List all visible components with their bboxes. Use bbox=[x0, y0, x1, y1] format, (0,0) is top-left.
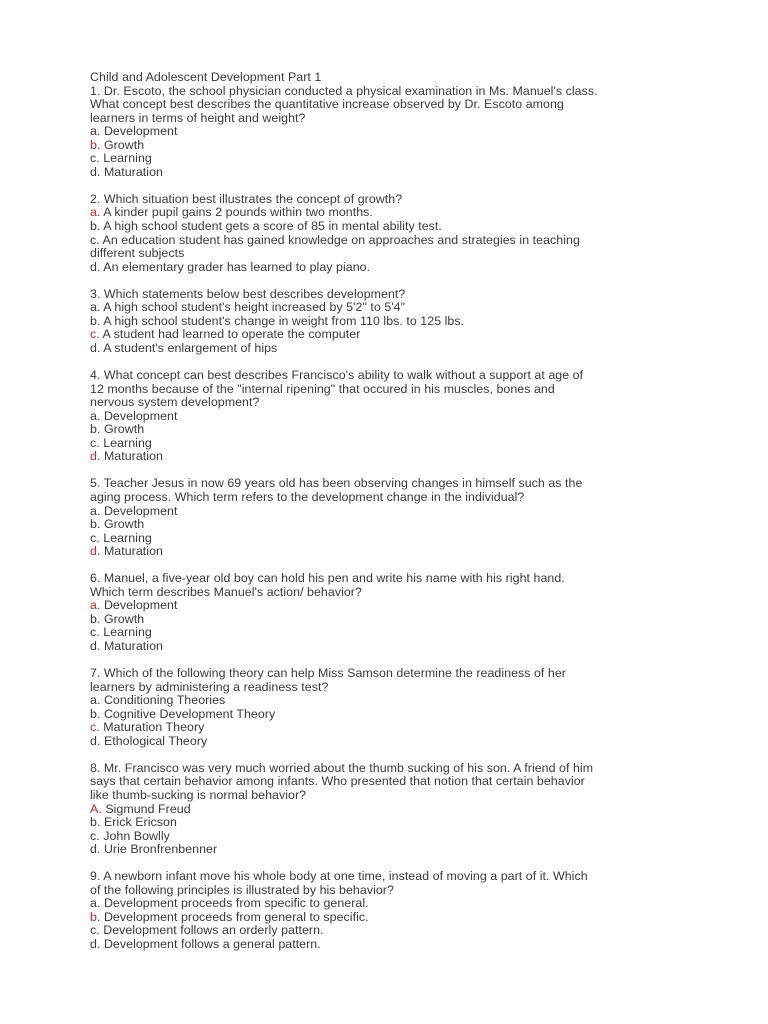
option-text: . Maturation Theory bbox=[96, 720, 205, 735]
document-title: Child and Adolescent Development Part 1 bbox=[90, 70, 322, 84]
answer-option bbox=[90, 234, 690, 248]
question-text: 8. Mr. Francisco was very much worried about the thumb sucking of his son. A friend of him bbox=[90, 760, 594, 775]
question-4 bbox=[90, 369, 690, 464]
answer-option bbox=[90, 599, 690, 613]
answer-option bbox=[90, 816, 690, 830]
option-text: . Growth bbox=[96, 517, 145, 532]
answer-option bbox=[90, 694, 690, 708]
answer-option bbox=[90, 410, 690, 424]
question-5 bbox=[90, 477, 690, 558]
option-text: . A student's enlargement of hips bbox=[96, 340, 278, 355]
answer-option bbox=[90, 261, 690, 275]
answer-option bbox=[90, 166, 690, 180]
option-letter: c bbox=[90, 530, 97, 545]
option-text: . Maturation bbox=[96, 544, 163, 559]
answer-option bbox=[90, 423, 690, 437]
question-2 bbox=[90, 193, 690, 274]
question-text: 7. Which of the following theory can help Miss Samson determine the readiness of her bbox=[90, 666, 566, 681]
option-text: . Maturation bbox=[96, 164, 163, 179]
option-letter: a bbox=[90, 124, 97, 139]
question-text: 6. Manuel, a five-year old boy can hold his pen and write his name with his right hand. bbox=[90, 571, 565, 586]
question-6 bbox=[90, 572, 690, 653]
option-letter: d bbox=[90, 842, 97, 857]
option-text: . A kinder pupil gains 2 pounds within two months. bbox=[96, 205, 373, 220]
option-letter: b bbox=[90, 313, 97, 328]
correct-answer-letter: c bbox=[90, 720, 97, 735]
option-text: . Ethological Theory bbox=[96, 733, 208, 748]
option-text: . Urie Bronfrenbenner bbox=[96, 842, 218, 857]
question-1 bbox=[90, 85, 690, 180]
option-text: . A high school student gets a score of 85 in mental ability test. bbox=[96, 219, 442, 234]
correct-answer-letter: b bbox=[90, 909, 97, 924]
option-letter: a bbox=[90, 503, 97, 518]
answer-option bbox=[90, 938, 690, 952]
option-text: . Growth bbox=[96, 611, 145, 626]
question-text: 9. A newborn infant move his whole body at one time, instead of moving a part of it. Which bbox=[90, 869, 588, 884]
question-text: says that certain behavior among infants. Who presented that notion that certain behavior bbox=[90, 774, 585, 789]
option-letter: b bbox=[90, 517, 97, 532]
option-text: . Learning bbox=[96, 625, 152, 640]
answer-option bbox=[90, 301, 690, 315]
answer-option bbox=[90, 545, 690, 559]
answer-option bbox=[90, 830, 690, 844]
answer-option bbox=[90, 911, 690, 925]
question-9 bbox=[90, 870, 690, 951]
option-letter: b bbox=[90, 422, 97, 437]
correct-answer-letter: c bbox=[90, 327, 97, 342]
correct-answer-letter: b bbox=[90, 137, 97, 152]
option-letter: c bbox=[90, 923, 97, 938]
option-letter: b bbox=[90, 219, 97, 234]
answer-option bbox=[90, 437, 690, 451]
question-8 bbox=[90, 762, 690, 857]
option-text: . Cognitive Development Theory bbox=[96, 706, 276, 721]
option-letter: c bbox=[90, 151, 97, 166]
question-text: aging process. Which term refers to the development change in the individual? bbox=[90, 489, 525, 504]
option-text: . Development proceeds from general to specific. bbox=[96, 909, 369, 924]
answer-option bbox=[90, 328, 690, 342]
option-text: . A student had learned to operate the computer bbox=[96, 327, 361, 342]
answer-option bbox=[90, 206, 690, 220]
question-text: What concept best describes the quantitative increase observed by Dr. Escoto among bbox=[90, 97, 564, 112]
option-letter: b bbox=[90, 611, 97, 626]
option-text: . Development follows a general pattern. bbox=[96, 937, 321, 951]
answer-option bbox=[90, 505, 690, 519]
answer-option bbox=[90, 924, 690, 938]
option-text: . Erick Ericson bbox=[96, 815, 177, 830]
option-letter: c bbox=[90, 828, 97, 843]
option-letter: b bbox=[90, 815, 97, 830]
option-text: . An elementary grader has learned to play piano. bbox=[96, 259, 371, 274]
option-text: . A high school student's height increased by 5'2" to 5'4" bbox=[96, 300, 406, 315]
answer-option bbox=[90, 843, 690, 857]
option-text: . Growth bbox=[96, 422, 145, 437]
option-text: . Learning bbox=[96, 435, 152, 450]
correct-answer-letter: a bbox=[90, 598, 97, 613]
answer-option bbox=[90, 803, 690, 817]
option-letter: c bbox=[90, 625, 97, 640]
option-letter: c bbox=[90, 435, 97, 450]
question-7 bbox=[90, 667, 690, 748]
question-text: learners by administering a readiness test? bbox=[90, 679, 329, 694]
option-letter: d bbox=[90, 733, 97, 748]
option-text: . Development bbox=[96, 124, 178, 139]
option-text: . Development bbox=[96, 503, 178, 518]
question-text: 5. Teacher Jesus in now 69 years old has been observing changes in himself such as the bbox=[90, 476, 583, 491]
answer-option bbox=[90, 532, 690, 546]
answer-option bbox=[90, 139, 690, 153]
question-text: 1. Dr. Escoto, the school physician conducted a physical examination in Ms. Manuel's class. bbox=[90, 83, 598, 98]
document-page bbox=[90, 71, 690, 965]
question-text: Which term describes Manuel's action/ behavior? bbox=[90, 584, 362, 599]
option-text: . Development bbox=[96, 408, 178, 423]
answer-option bbox=[90, 220, 690, 234]
option-text: . Growth bbox=[96, 137, 145, 152]
answer-option bbox=[90, 342, 690, 356]
option-text: . Learning bbox=[96, 530, 152, 545]
option-text: . Development bbox=[96, 598, 178, 613]
option-text: . John Bowlly bbox=[96, 828, 170, 843]
correct-answer-letter: A bbox=[90, 801, 99, 816]
question-text: learners in terms of height and weight? bbox=[90, 110, 306, 125]
question-3 bbox=[90, 288, 690, 356]
answer-option bbox=[90, 613, 690, 627]
option-text: . Maturation bbox=[96, 638, 163, 653]
option-letter: d bbox=[90, 340, 97, 355]
answer-option bbox=[90, 721, 690, 735]
option-letter: d bbox=[90, 259, 97, 274]
answer-option bbox=[90, 450, 690, 464]
option-letter: a bbox=[90, 896, 97, 911]
option-text: . Development follows an orderly pattern. bbox=[96, 923, 324, 938]
option-letter: a bbox=[90, 300, 97, 315]
answer-option bbox=[90, 735, 690, 749]
option-letter: d bbox=[90, 937, 97, 951]
option-letter: c bbox=[90, 232, 97, 247]
correct-answer-letter: a bbox=[90, 205, 97, 220]
answer-option bbox=[90, 626, 690, 640]
option-letter: a bbox=[90, 408, 97, 423]
question-text: 12 months because of the "internal ripening" that occured in his muscles, bones and bbox=[90, 381, 555, 396]
option-letter: b bbox=[90, 706, 97, 721]
option-text: . Development proceeds from specific to general. bbox=[96, 896, 369, 911]
option-text: . A high school student's change in weight from 110 lbs. to 125 lbs. bbox=[96, 313, 465, 328]
question-list bbox=[90, 85, 690, 952]
option-text: . An education student has gained knowledge on approaches and strategies in teaching bbox=[96, 232, 580, 247]
option-text: . Maturation bbox=[96, 449, 163, 464]
option-text: . Conditioning Theories bbox=[96, 693, 226, 708]
answer-option bbox=[90, 152, 690, 166]
question-text: nervous system development? bbox=[90, 395, 260, 410]
option-text-continued: different subjects bbox=[90, 246, 185, 261]
option-text: . Sigmund Freud bbox=[98, 801, 191, 816]
option-letter: d bbox=[90, 164, 97, 179]
option-letter: d bbox=[90, 638, 97, 653]
question-text: 4. What concept can best describes Francisco's ability to walk without a support at age of bbox=[90, 368, 584, 383]
answer-option bbox=[90, 897, 690, 911]
question-text: 2. Which situation best illustrates the concept of growth? bbox=[90, 191, 403, 206]
question-text: like thumb-sucking is normal behavior? bbox=[90, 787, 307, 802]
question-text: of the following principles is illustrated by his behavior? bbox=[90, 882, 394, 897]
question-text: 3. Which statements below best describes development? bbox=[90, 286, 406, 301]
correct-answer-letter: d bbox=[90, 544, 97, 559]
option-text: . Learning bbox=[96, 151, 152, 166]
answer-option bbox=[90, 640, 690, 654]
answer-option bbox=[90, 315, 690, 329]
correct-answer-letter: d bbox=[90, 449, 97, 464]
answer-option bbox=[90, 125, 690, 139]
answer-option bbox=[90, 518, 690, 532]
answer-option bbox=[90, 708, 690, 722]
option-letter: a bbox=[90, 693, 97, 708]
